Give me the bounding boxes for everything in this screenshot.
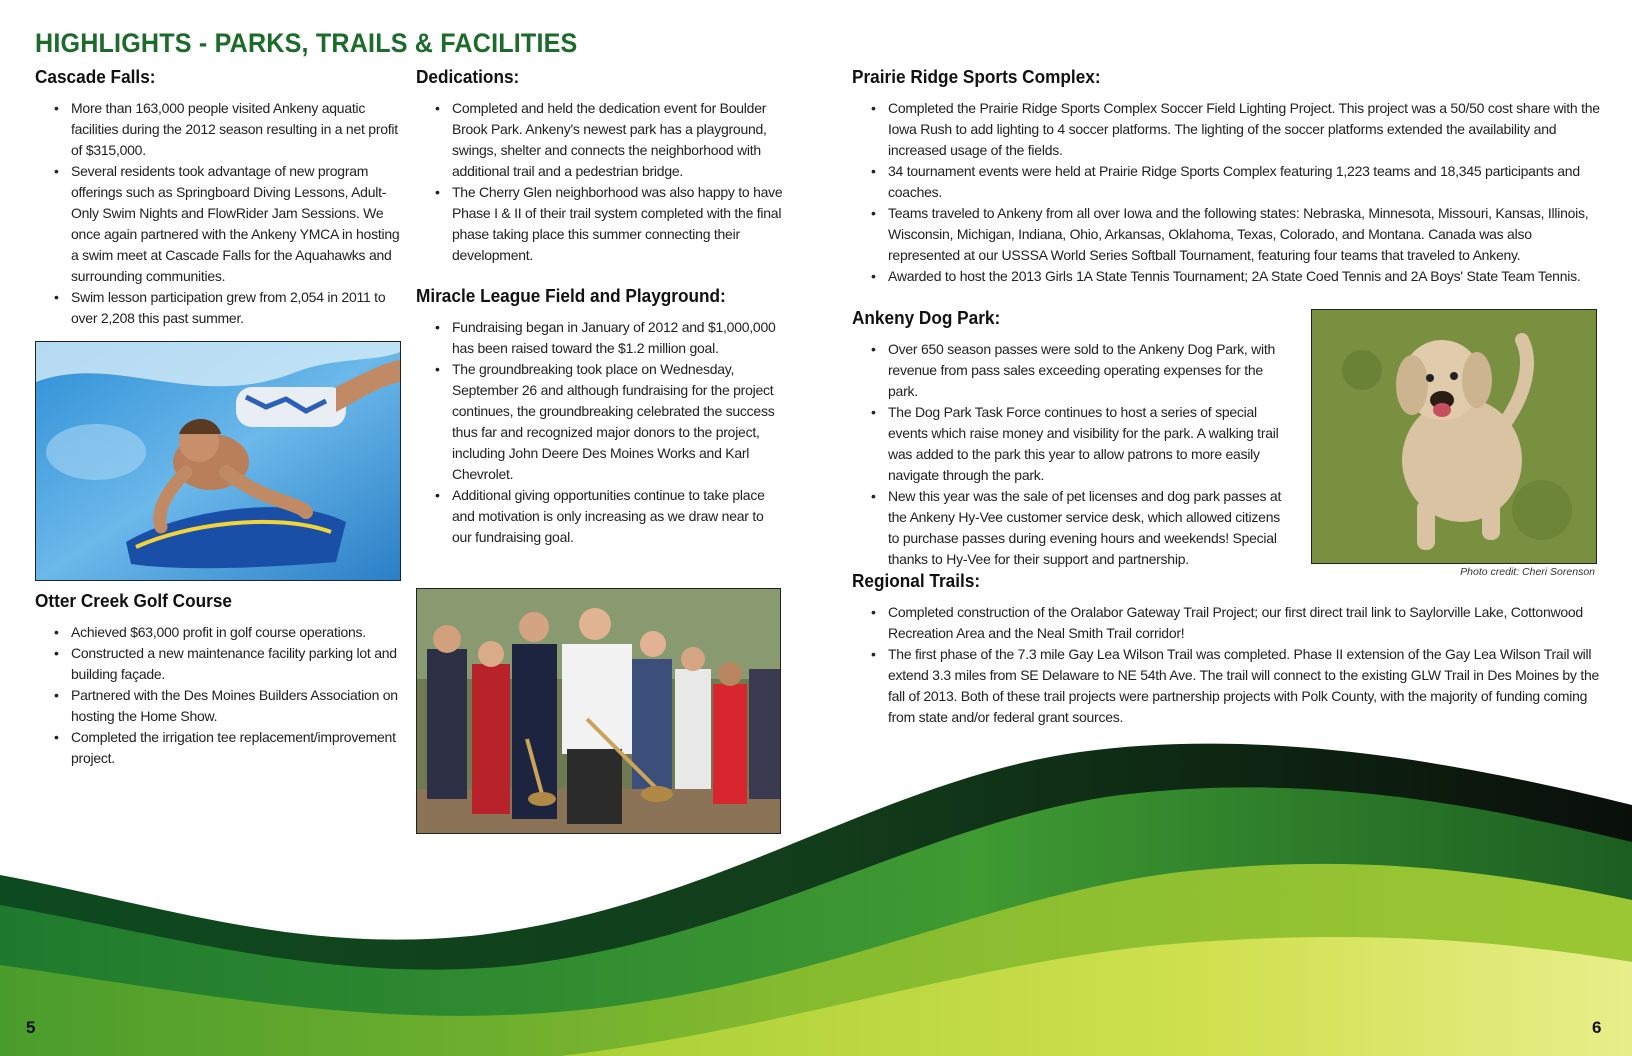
list-item: • Fundraising began in January of 2012 and $1,000,000 has been raised toward the $1.2 million goal.	[452, 317, 784, 359]
bullet-list	[416, 317, 784, 548]
bullet-list	[35, 98, 405, 329]
page-title: HIGHLIGHTS - PARKS, TRAILS & FACILITIES	[35, 28, 578, 58]
list-item: • 34 tournament events were held at Prairie Ridge Sports Complex featuring 1,223 teams and 18,345 participants and coaches.	[888, 161, 1602, 203]
section-heading: Dedications:	[416, 66, 520, 87]
groundbreaking-photo	[416, 588, 781, 834]
list-item: • The Cherry Glen neighborhood was also happy to have Phase I & II of their trail system completed with the final phase taking place this summer connecting their development.	[452, 182, 784, 266]
section-miracle-league	[416, 285, 784, 548]
bullet-list	[852, 98, 1602, 287]
list-item: • Swim lesson participation grew from 2,054 in 2011 to over 2,208 this past summer.	[71, 287, 405, 329]
list-item: • Teams traveled to Ankeny from all over Iowa and the following states: Nebraska, Minnesota, Missouri, Kansas, Illinois, Wisconsin, Michigan, Indiana, Ohio, Arkansas, Oklahoma, Texas, Colorado, and Montana. Canada was also represented at our USSSA World Series Softball Tournament, featuring four teams that traveled to Ankeny.	[888, 203, 1602, 266]
section-heading: Ankeny Dog Park:	[852, 307, 1001, 328]
flowrider-photo	[35, 341, 401, 581]
section-regional-trails	[852, 570, 1602, 728]
list-item: • The Dog Park Task Force continues to host a series of special events which raise money and visibility for the park. A walking trail was added to the park this year to allow patrons to more easily navigate through the park.	[888, 402, 1292, 486]
page-number-right: 6	[1592, 1018, 1602, 1037]
section-dedications	[416, 66, 784, 266]
section-heading: Regional Trails:	[852, 570, 981, 591]
section-dog-park	[852, 307, 1292, 570]
bullet-list	[852, 339, 1292, 570]
list-item: • Completed the irrigation tee replacement/improvement project.	[71, 727, 405, 769]
list-item: • Awarded to host the 2013 Girls 1A State Tennis Tournament; 2A State Coed Tennis and 2A Boys' State Team Tennis.	[888, 266, 1602, 287]
section-cascade-falls	[35, 66, 405, 329]
list-item: • More than 163,000 people visited Ankeny aquatic facilities during the 2012 season resulting in a net profit of $315,000.	[71, 98, 405, 161]
section-prairie-ridge	[852, 66, 1602, 287]
list-item: • New this year was the sale of pet licenses and dog park passes at the Ankeny Hy-Vee customer service desk, which allowed citizens to purchase passes during evening hours and weekends! Special thanks to Hy-Vee for their support and partnership.	[888, 486, 1292, 570]
list-item: • Over 650 season passes were sold to the Ankeny Dog Park, with revenue from pass sales exceeding operating expenses for the park.	[888, 339, 1292, 402]
bullet-list	[416, 98, 784, 266]
section-heading: Cascade Falls:	[35, 66, 156, 87]
section-heading: Miracle League Field and Playground:	[416, 285, 726, 306]
photo-credit: Photo credit: Cheri Sorenson	[1460, 566, 1595, 578]
list-item: • Completed and held the dedication event for Boulder Brook Park. Ankeny's newest park has a playground, swings, shelter and connects the neighborhood with additional trail and a pedestrian bridge.	[452, 98, 784, 182]
list-item: • Achieved $63,000 profit in golf course operations.	[71, 622, 405, 643]
list-item: • The first phase of the 7.3 mile Gay Lea Wilson Trail was completed. Phase II extension of the Gay Lea Wilson Trail will extend 3.3 miles from SE Delaware to NE 54th Ave. The trail will connect to the existing GLW Trail in Des Moines by the fall of 2013. Both of these trail projects were partnership projects with Polk County, with the majority of funding coming from state and/or federal grant sources.	[888, 644, 1602, 728]
bullet-list	[852, 602, 1602, 728]
list-item: • The groundbreaking took place on Wednesday, September 26 and although fundraising for the project continues, the groundbreaking celebrated the success thus far and recognized major donors to the project, including John Deere Des Moines Works and Karl Chevrolet.	[452, 359, 784, 485]
list-item: • Additional giving opportunities continue to take place and motivation is only increasing as we draw near to our fundraising goal.	[452, 485, 784, 548]
section-otter-creek	[35, 590, 405, 769]
section-heading: Prairie Ridge Sports Complex:	[852, 66, 1101, 87]
list-item: • Several residents took advantage of new program offerings such as Springboard Diving Lessons, Adult-Only Swim Nights and FlowRider Jam Sessions. We once again partnered with the Ankeny YMCA in hosting a swim meet at Cascade Falls for the Aquahawks and surrounding communities.	[71, 161, 405, 287]
bullet-list	[35, 622, 405, 769]
dog-photo	[1311, 309, 1597, 564]
list-item: • Constructed a new maintenance facility parking lot and building façade.	[71, 643, 405, 685]
list-item: • Completed construction of the Oralabor Gateway Trail Project; our first direct trail link to Saylorville Lake, Cottonwood Recreation Area and the Neal Smith Trail corridor!	[888, 602, 1602, 644]
section-heading: Otter Creek Golf Course	[35, 590, 232, 611]
list-item: • Completed the Prairie Ridge Sports Complex Soccer Field Lighting Project. This project was a 50/50 cost share with the Iowa Rush to add lighting to 4 soccer platforms. The lighting of the soccer platforms extended the availability and increased usage of the fields.	[888, 98, 1602, 161]
list-item: • Partnered with the Des Moines Builders Association on hosting the Home Show.	[71, 685, 405, 727]
page-number-left: 5	[26, 1018, 36, 1037]
